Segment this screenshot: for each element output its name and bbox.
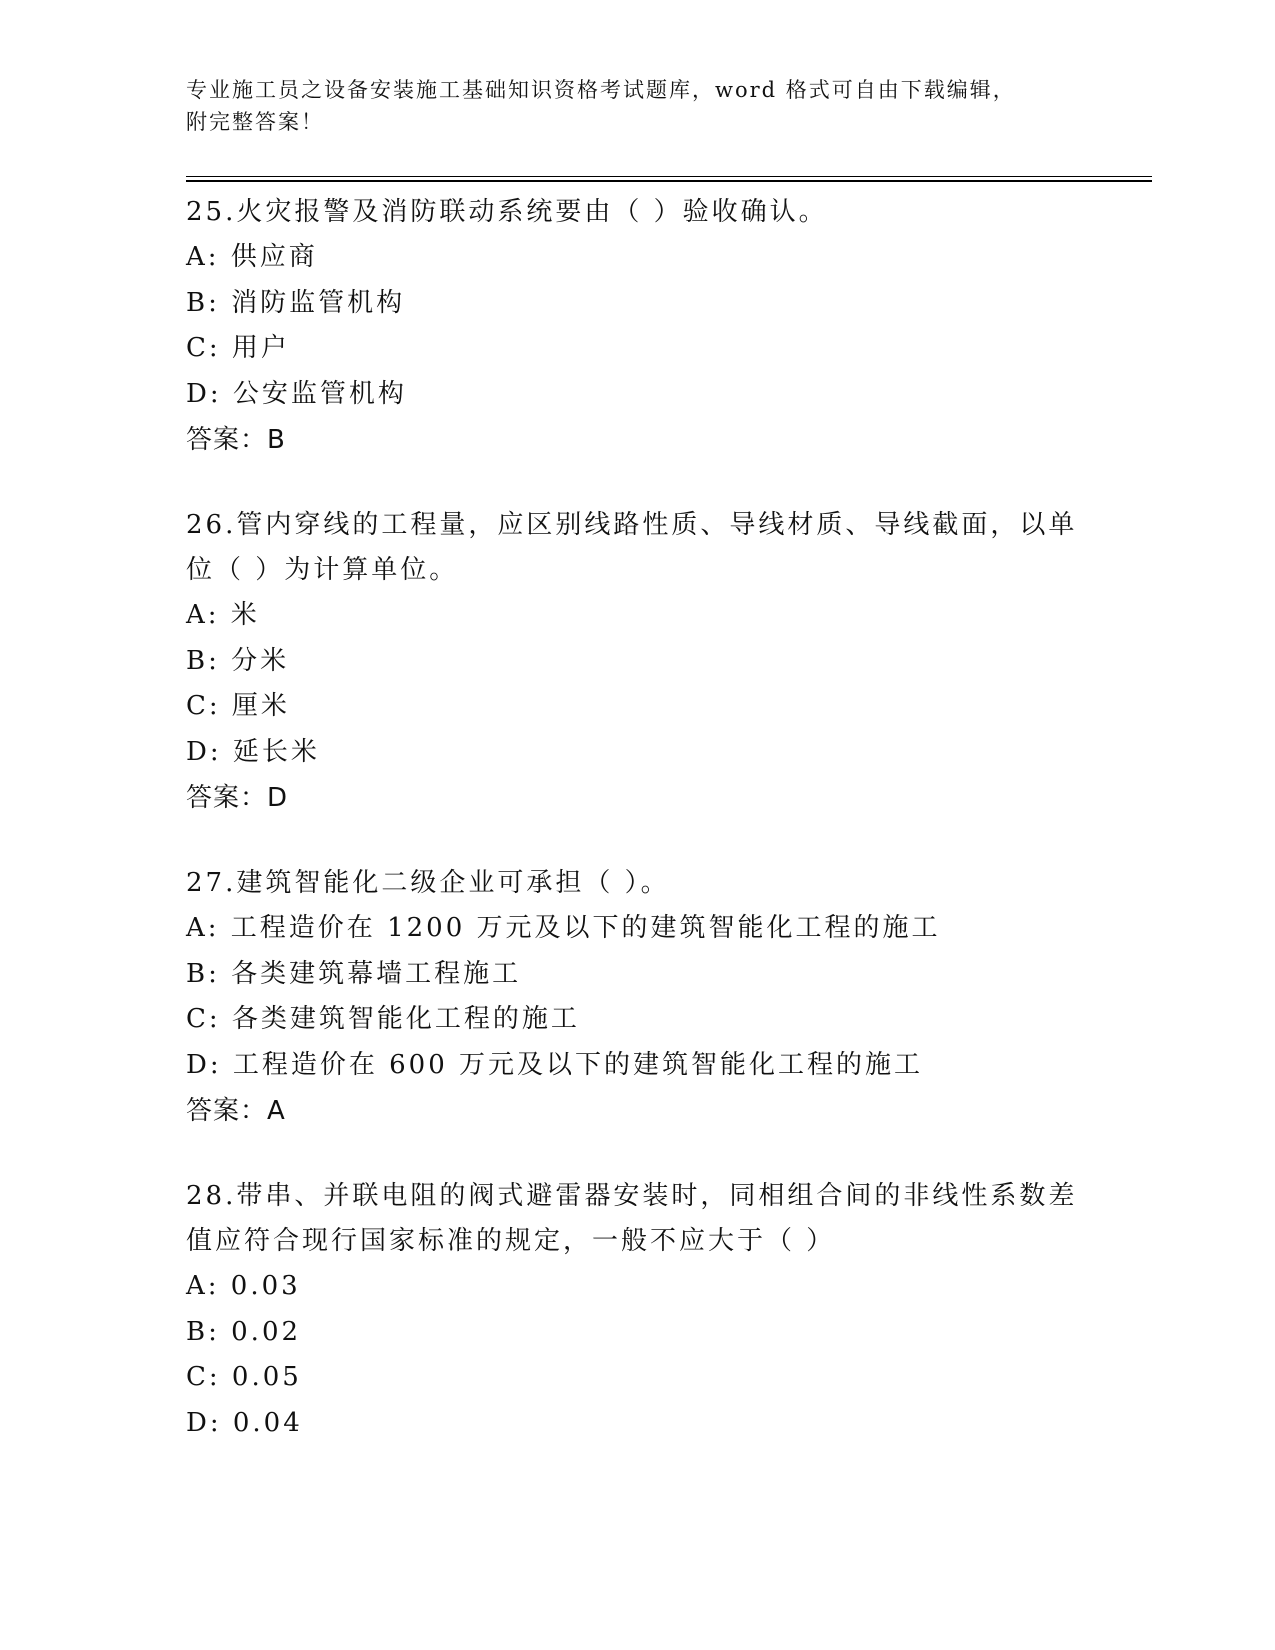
option-b: B: 消防监管机构: [186, 287, 406, 318]
option-d: D: 公安监管机构: [186, 378, 407, 409]
question-25: [186, 190, 1086, 463]
header-divider-thin: [186, 176, 1152, 177]
option-a: A: 工程造价在 1200 万元及以下的建筑智能化工程的施工: [186, 913, 941, 943]
question-text: 26.管内穿线的工程量，应区别线路性质、导线材质、导线截面，以单位（ ）为计算单位。: [186, 510, 1078, 585]
option-a: A: 供应商: [186, 242, 318, 272]
question-27: [186, 861, 1086, 1134]
option-b: B: 各类建筑幕墙工程施工: [186, 958, 522, 989]
header-divider-thick: [186, 180, 1152, 182]
header-line-1: 专业施工员之设备安装施工基础知识资格考试题库，word 格式可自由下载编辑，: [186, 78, 1016, 102]
option-b: B: 分米: [186, 645, 290, 676]
option-c: C: 厘米: [186, 691, 290, 721]
option-d: D: 工程造价在 600 万元及以下的建筑智能化工程的施工: [186, 1049, 924, 1080]
option-b: B: 0.02: [186, 1316, 302, 1347]
option-d: D: 延长米: [186, 736, 320, 767]
header-line-2: 附完整答案！: [186, 110, 324, 134]
option-c: C: 0.05: [186, 1362, 302, 1392]
question-text: 28.带串、并联电阻的阀式避雷器安装时，同相组合间的非线性系数差值应符合现行国家标准的规定，一般不应大于（ ）: [186, 1181, 1078, 1256]
question-26: [186, 503, 1086, 821]
option-c: C: 各类建筑智能化工程的施工: [186, 1004, 580, 1034]
option-a: A: 米: [186, 600, 260, 630]
answer-label: 答案：A: [186, 1096, 286, 1126]
question-text: 25.火灾报警及消防联动系统要由（ ）验收确认。: [186, 197, 828, 227]
question-28: [186, 1174, 1086, 1446]
question-text: 27.建筑智能化二级企业可承担（ ）。: [186, 868, 670, 898]
option-c: C: 用户: [186, 333, 290, 363]
answer-label: 答案：D: [186, 783, 289, 813]
document-header: [186, 74, 1066, 138]
option-d: D: 0.04: [186, 1407, 303, 1438]
answer-label: 答案：B: [186, 425, 286, 455]
option-a: A: 0.03: [186, 1271, 301, 1301]
question-list: [186, 190, 1086, 1446]
